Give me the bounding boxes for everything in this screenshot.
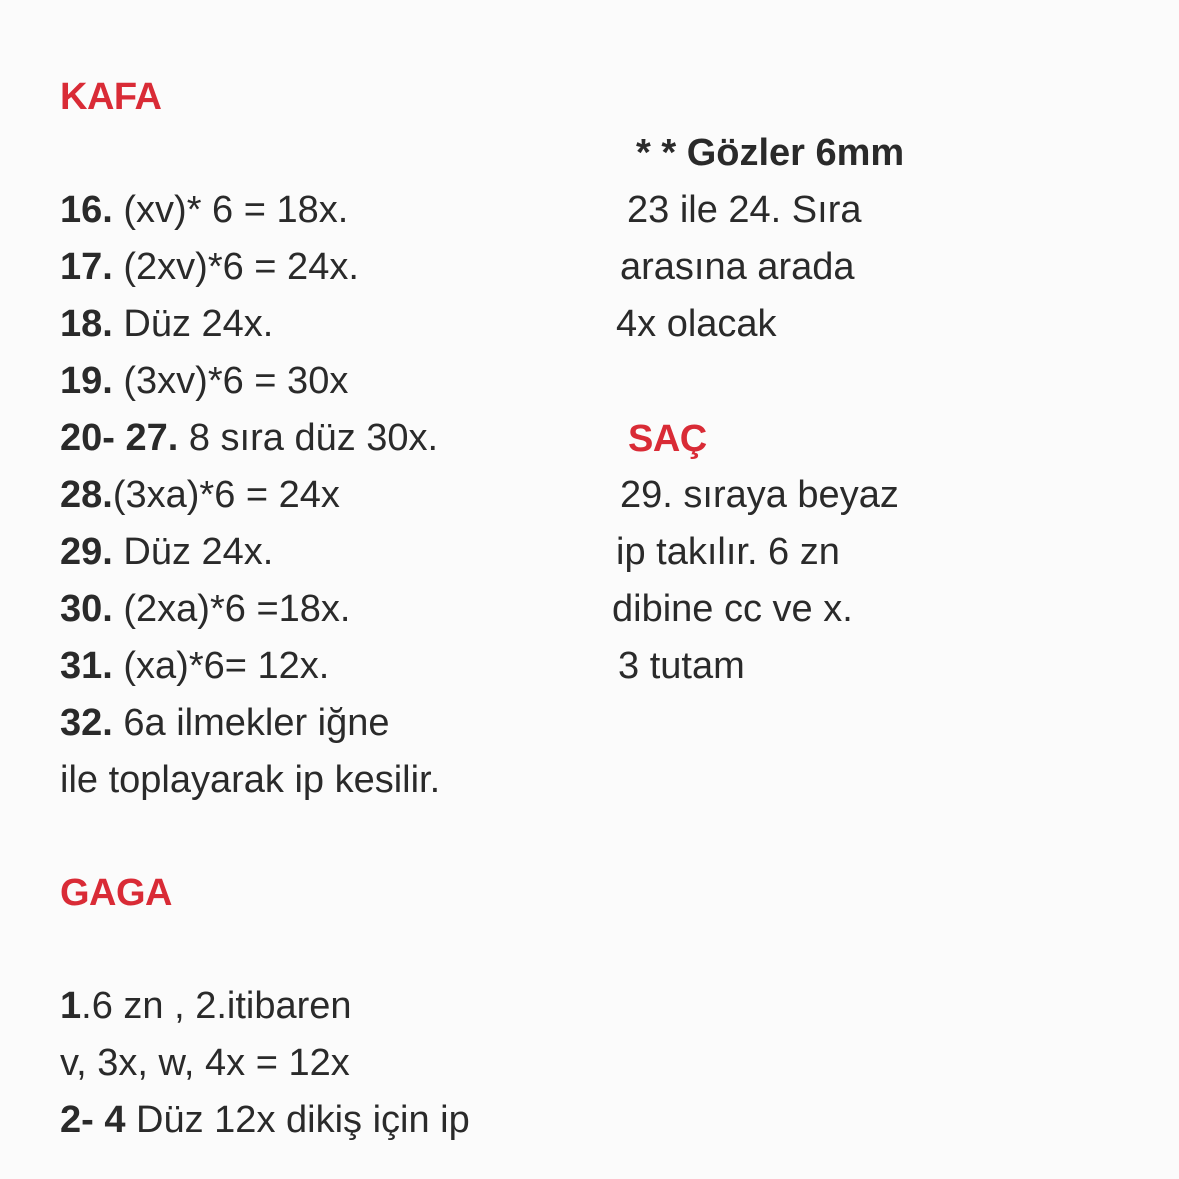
gozler-title: * * Gözler 6mm	[636, 132, 905, 174]
gozler-line: arasına arada	[620, 246, 855, 288]
row-text: (3xv)*6 = 30x	[112, 360, 349, 402]
gaga-row	[60, 1098, 470, 1142]
row-text: Düz 24x.	[112, 303, 274, 345]
row-text: ile toplayarak ip kesilir.	[60, 759, 441, 801]
row-number: 30.	[60, 588, 113, 630]
kafa-heading: KAFA	[60, 76, 162, 118]
kafa-row	[60, 359, 348, 403]
row-number: 18.	[60, 303, 113, 345]
gozler-line: 23 ile 24. Sıra	[627, 189, 862, 231]
sac-line: 29. sıraya beyaz	[620, 474, 899, 516]
kafa-row	[60, 245, 359, 289]
kafa-row	[60, 530, 273, 574]
row-number: 20- 27.	[60, 417, 179, 459]
row-number: 19.	[60, 360, 113, 402]
row-text: (3xa)*6 = 24x	[112, 474, 340, 516]
row-number: 28.	[60, 474, 113, 516]
sac-heading: SAÇ	[628, 418, 707, 460]
kafa-row	[60, 416, 438, 460]
kafa-row	[60, 587, 350, 631]
kafa-row	[60, 644, 329, 688]
row-text: (2xa)*6 =18x.	[112, 588, 351, 630]
row-text: .6 zn , 2.itibaren	[81, 985, 352, 1027]
row-text: v, 3x, w, 4x = 12x	[60, 1042, 350, 1084]
row-number: 1	[60, 985, 82, 1027]
sac-line: 3 tutam	[618, 645, 745, 687]
row-number: 32.	[60, 702, 113, 744]
row-text: 8 sıra düz 30x.	[178, 417, 439, 459]
kafa-row	[60, 302, 273, 346]
row-text: (2xv)*6 = 24x.	[112, 246, 359, 288]
kafa-row	[60, 758, 440, 802]
row-text: (xv)* 6 = 18x.	[112, 189, 349, 231]
gaga-row	[60, 984, 352, 1028]
row-number: 29.	[60, 531, 113, 573]
gozler-line: 4x olacak	[616, 303, 777, 345]
gaga-row	[60, 1041, 350, 1085]
row-text: Düz 12x dikiş için ip	[125, 1099, 470, 1141]
sac-line: ip takılır. 6 zn	[616, 531, 840, 573]
row-number: 2- 4	[60, 1099, 126, 1141]
row-text: 6a ilmekler iğne	[112, 702, 390, 744]
row-text: (xa)*6= 12x.	[112, 645, 330, 687]
row-number: 17.	[60, 246, 113, 288]
row-number: 16.	[60, 189, 113, 231]
sac-line: dibine cc ve x.	[612, 588, 853, 630]
gaga-heading: GAGA	[60, 872, 172, 914]
kafa-row	[60, 188, 348, 232]
row-number: 31.	[60, 645, 113, 687]
kafa-row	[60, 701, 390, 745]
row-text: Düz 24x.	[112, 531, 274, 573]
kafa-row	[60, 473, 340, 517]
